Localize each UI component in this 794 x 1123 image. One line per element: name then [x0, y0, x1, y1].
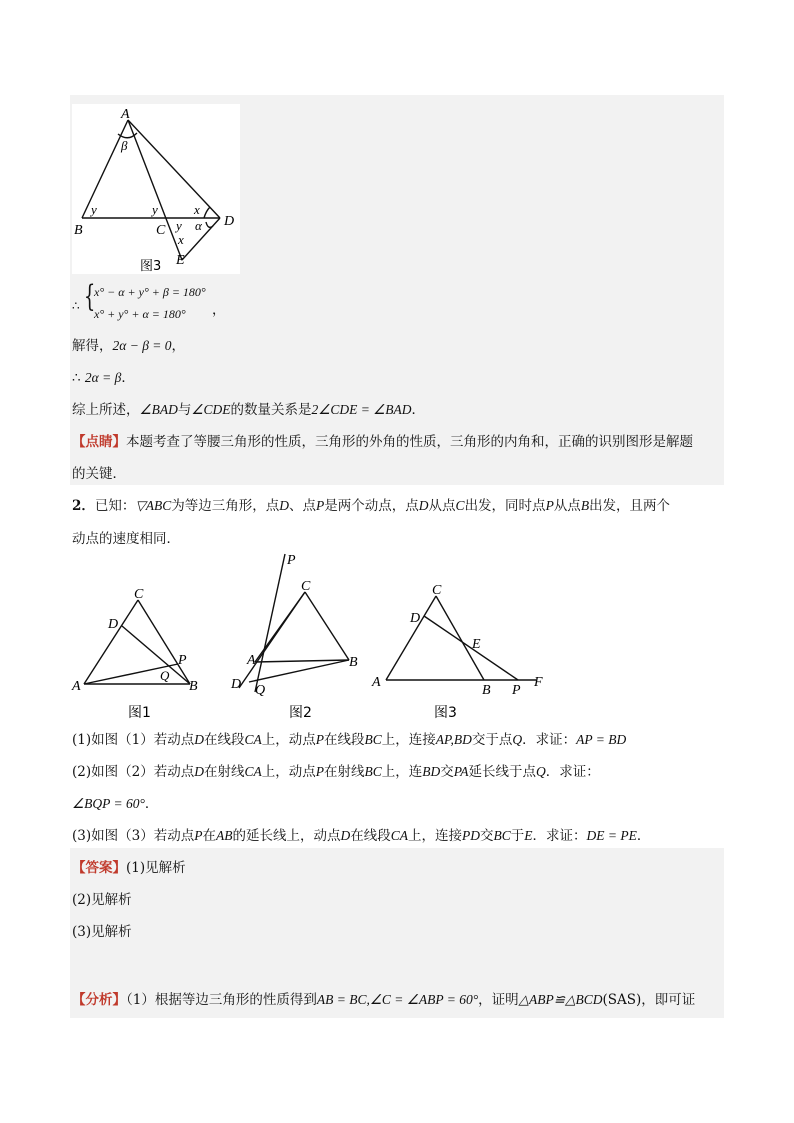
p2-a: 已知：: [94, 498, 136, 514]
fig2-label-B: B: [349, 655, 358, 670]
q2-t8: ．求证：: [545, 764, 600, 780]
answer-2: (2)见解析: [72, 892, 132, 908]
label-A: A: [121, 107, 130, 122]
q3-E: E: [524, 828, 533, 843]
result-therefore: ∴: [72, 370, 81, 386]
label-y1: y: [91, 202, 97, 217]
summary-expr: 2∠CDE = ∠BAD: [311, 402, 412, 417]
q1-t3: 上，动点: [261, 732, 316, 748]
q2-t6: 交: [440, 764, 454, 780]
q2-t7: 延长线于点: [468, 764, 537, 780]
analysis-expr: AB = BC,∠C = ∠ABP = 60°: [316, 992, 479, 1007]
q2-num: (2): [72, 764, 92, 780]
q3-t6: 交: [479, 828, 494, 844]
summary-prefix: 综上所述，: [72, 402, 140, 418]
q3-num: (3): [72, 828, 92, 844]
comment-tag: 【点睛】: [72, 434, 126, 450]
q3-AB: AB: [215, 828, 233, 843]
q1-seg: AP,BD: [435, 732, 472, 747]
q1-P: P: [315, 732, 324, 747]
p2-c: 、点: [289, 498, 317, 514]
fig3-caption: 图3: [434, 705, 457, 721]
q2-t3: 上，动点: [261, 764, 316, 780]
p2-D: D: [279, 498, 290, 513]
fig3-label-F: F: [534, 675, 543, 690]
q3-t4: 在线段: [350, 828, 391, 844]
q3-t3: 的延长线上，动点: [232, 828, 341, 844]
q3-t5: 上，连接: [407, 828, 462, 844]
label-E: E: [176, 253, 185, 268]
p2-d: 是两个动点，点: [324, 498, 419, 514]
figure-1: [66, 580, 216, 725]
q2-D: D: [194, 764, 204, 779]
q1-t1: 如图（1）若动点: [91, 732, 195, 748]
p2-h: 出发，且两个: [589, 498, 671, 514]
q1-proof: AP = BD: [576, 732, 627, 747]
q1-CA: CA: [244, 732, 262, 747]
q3-PD: PD: [461, 828, 480, 843]
p2-C: C: [455, 498, 465, 513]
therefore-symbol: ∴: [72, 299, 80, 313]
fig2-label-C: C: [301, 579, 311, 594]
q3-CA: CA: [390, 828, 408, 843]
q1-t5: 上，连接: [381, 732, 436, 748]
fig1-label-D: D: [108, 617, 119, 632]
analysis-line: [72, 988, 695, 1008]
equation-1: x° − α + y° + β = 180°: [94, 285, 206, 299]
system-comma: ，: [212, 302, 226, 318]
fig1-label-P: P: [178, 653, 187, 668]
figure-2: [225, 550, 370, 725]
analysis-congruence: △ABP≌△BCD: [518, 992, 603, 1007]
solve-line: [72, 334, 185, 354]
q3-t8: ．求证：: [532, 828, 587, 844]
q1-t7: ．求证：: [522, 732, 577, 748]
label-alpha: α: [195, 218, 202, 233]
analysis-t2: ，证明: [478, 992, 519, 1008]
p2-f: 出发，同时点: [464, 498, 546, 514]
question-1: [72, 728, 626, 748]
label-x1: x: [194, 202, 200, 217]
p2-B: B: [580, 498, 590, 513]
question-2: [72, 760, 600, 780]
q2-Q: Q: [536, 764, 546, 779]
answer-1: (1)见解析: [126, 860, 186, 876]
p2-P: P: [316, 498, 325, 513]
result-suffix: ．: [121, 370, 135, 386]
p2-e: 从点: [428, 498, 456, 514]
p2-triangle: ▽ABC: [135, 498, 172, 513]
summary-mid2: 的数量关系是: [230, 402, 312, 418]
fig2-label-Q: Q: [255, 683, 266, 698]
system-brace: {: [83, 279, 96, 314]
fig3-label-C: C: [432, 583, 442, 598]
figure-caption: 图3: [140, 259, 162, 274]
fig1-caption: 图1: [128, 705, 151, 721]
fig1-label-A: A: [72, 679, 81, 694]
q3-t7: 于: [510, 828, 525, 844]
q3-t2: 在: [202, 828, 216, 844]
q3-proof: DE = PE: [586, 828, 637, 843]
fig1-label-B: B: [189, 679, 198, 694]
fig3-label-P: P: [512, 683, 521, 698]
p2-g: 从点: [553, 498, 581, 514]
q3-t1: 如图（3）若动点: [91, 828, 195, 844]
fig3-label-D: D: [410, 611, 421, 626]
question-3: [72, 824, 650, 844]
label-C: C: [156, 223, 166, 238]
result-line: [72, 366, 135, 386]
problem-number: 2．: [72, 498, 95, 514]
q2-t1: 如图（2）若动点: [91, 764, 195, 780]
q2-t2: 在射线: [203, 764, 245, 780]
answer-line-1: [72, 856, 186, 876]
answer-3: (3)见解析: [72, 924, 132, 940]
fig1-label-Q: Q: [160, 668, 170, 683]
summary-angle-bad: ∠BAD: [139, 402, 178, 417]
answer-tag: 【答案】: [72, 860, 126, 876]
fig2-caption: 图2: [289, 705, 312, 721]
equation-2: x° + y° + α = 180°: [94, 307, 186, 321]
solve-expr: 2α − β = 0: [112, 338, 172, 353]
q1-t4: 在线段: [323, 732, 365, 748]
analysis-t3: ，即可证: [641, 992, 696, 1008]
q1-Q: Q: [512, 732, 523, 747]
fig3-label-B: B: [482, 683, 491, 698]
q1-t6: 交于点: [471, 732, 513, 748]
fig3-label-E: E: [472, 637, 481, 652]
solve-prefix: 解得，: [72, 338, 113, 354]
result-expr: 2α = β: [84, 370, 122, 385]
figure-3: [368, 580, 553, 725]
q2-P: P: [315, 764, 324, 779]
figure-3-top: [72, 104, 240, 274]
fig2-label-P: P: [287, 553, 296, 568]
analysis-t1: （1）根据等边三角形的性质得到: [126, 992, 317, 1008]
problem-2-statement: [72, 494, 670, 514]
comment-line-1: [72, 430, 693, 450]
q3-end: ．: [636, 828, 651, 844]
label-y3: y: [176, 218, 182, 233]
fig2-label-D: D: [231, 677, 242, 692]
q3-BC: BC: [493, 828, 511, 843]
q3-D: D: [340, 828, 351, 843]
summary-mid: 与: [177, 402, 192, 418]
analysis-sas: (SAS): [602, 992, 642, 1008]
q2-t5: 上，连: [381, 764, 423, 780]
summary-line: [72, 398, 425, 418]
fig1-label-C: C: [134, 587, 144, 602]
p2-b: 为等边三角形，点: [171, 498, 280, 514]
q3-P: P: [194, 828, 203, 843]
p2-D2: D: [418, 498, 429, 513]
q1-BC: BC: [364, 732, 382, 747]
q2-proof: ∠BQP = 60°: [72, 796, 145, 811]
p2-P2: P: [545, 498, 554, 513]
solve-suffix: ，: [171, 338, 186, 354]
problem-2-line-2: 动点的速度相同．: [72, 531, 180, 547]
q2-CA: CA: [244, 764, 262, 779]
label-y2: y: [152, 202, 158, 217]
q1-D: D: [194, 732, 204, 747]
summary-angle-cde: ∠CDE: [191, 402, 231, 417]
label-D: D: [224, 214, 235, 229]
q2-t4: 在射线: [323, 764, 365, 780]
comment-line-2: 的关键．: [72, 466, 126, 482]
q2-BC: BC: [364, 764, 382, 779]
q2-BD: BD: [422, 764, 441, 779]
comment-text-1: 本题考查了等腰三角形的性质，三角形的外角的性质，三角形的内角和，正确的识别图形是解题: [126, 434, 693, 450]
summary-suffix: ．: [411, 402, 426, 418]
question-2-proof: [72, 792, 158, 812]
label-x2: x: [178, 232, 184, 247]
fig2-label-A: A: [247, 653, 256, 668]
q1-t2: 在线段: [203, 732, 245, 748]
fig3-label-A: A: [372, 675, 381, 690]
q1-num: (1): [72, 732, 92, 748]
label-B: B: [74, 223, 83, 238]
analysis-tag: 【分析】: [72, 992, 126, 1008]
label-beta: β: [121, 138, 128, 153]
q2-PA: PA: [453, 764, 469, 779]
q2-end: ．: [144, 796, 159, 812]
